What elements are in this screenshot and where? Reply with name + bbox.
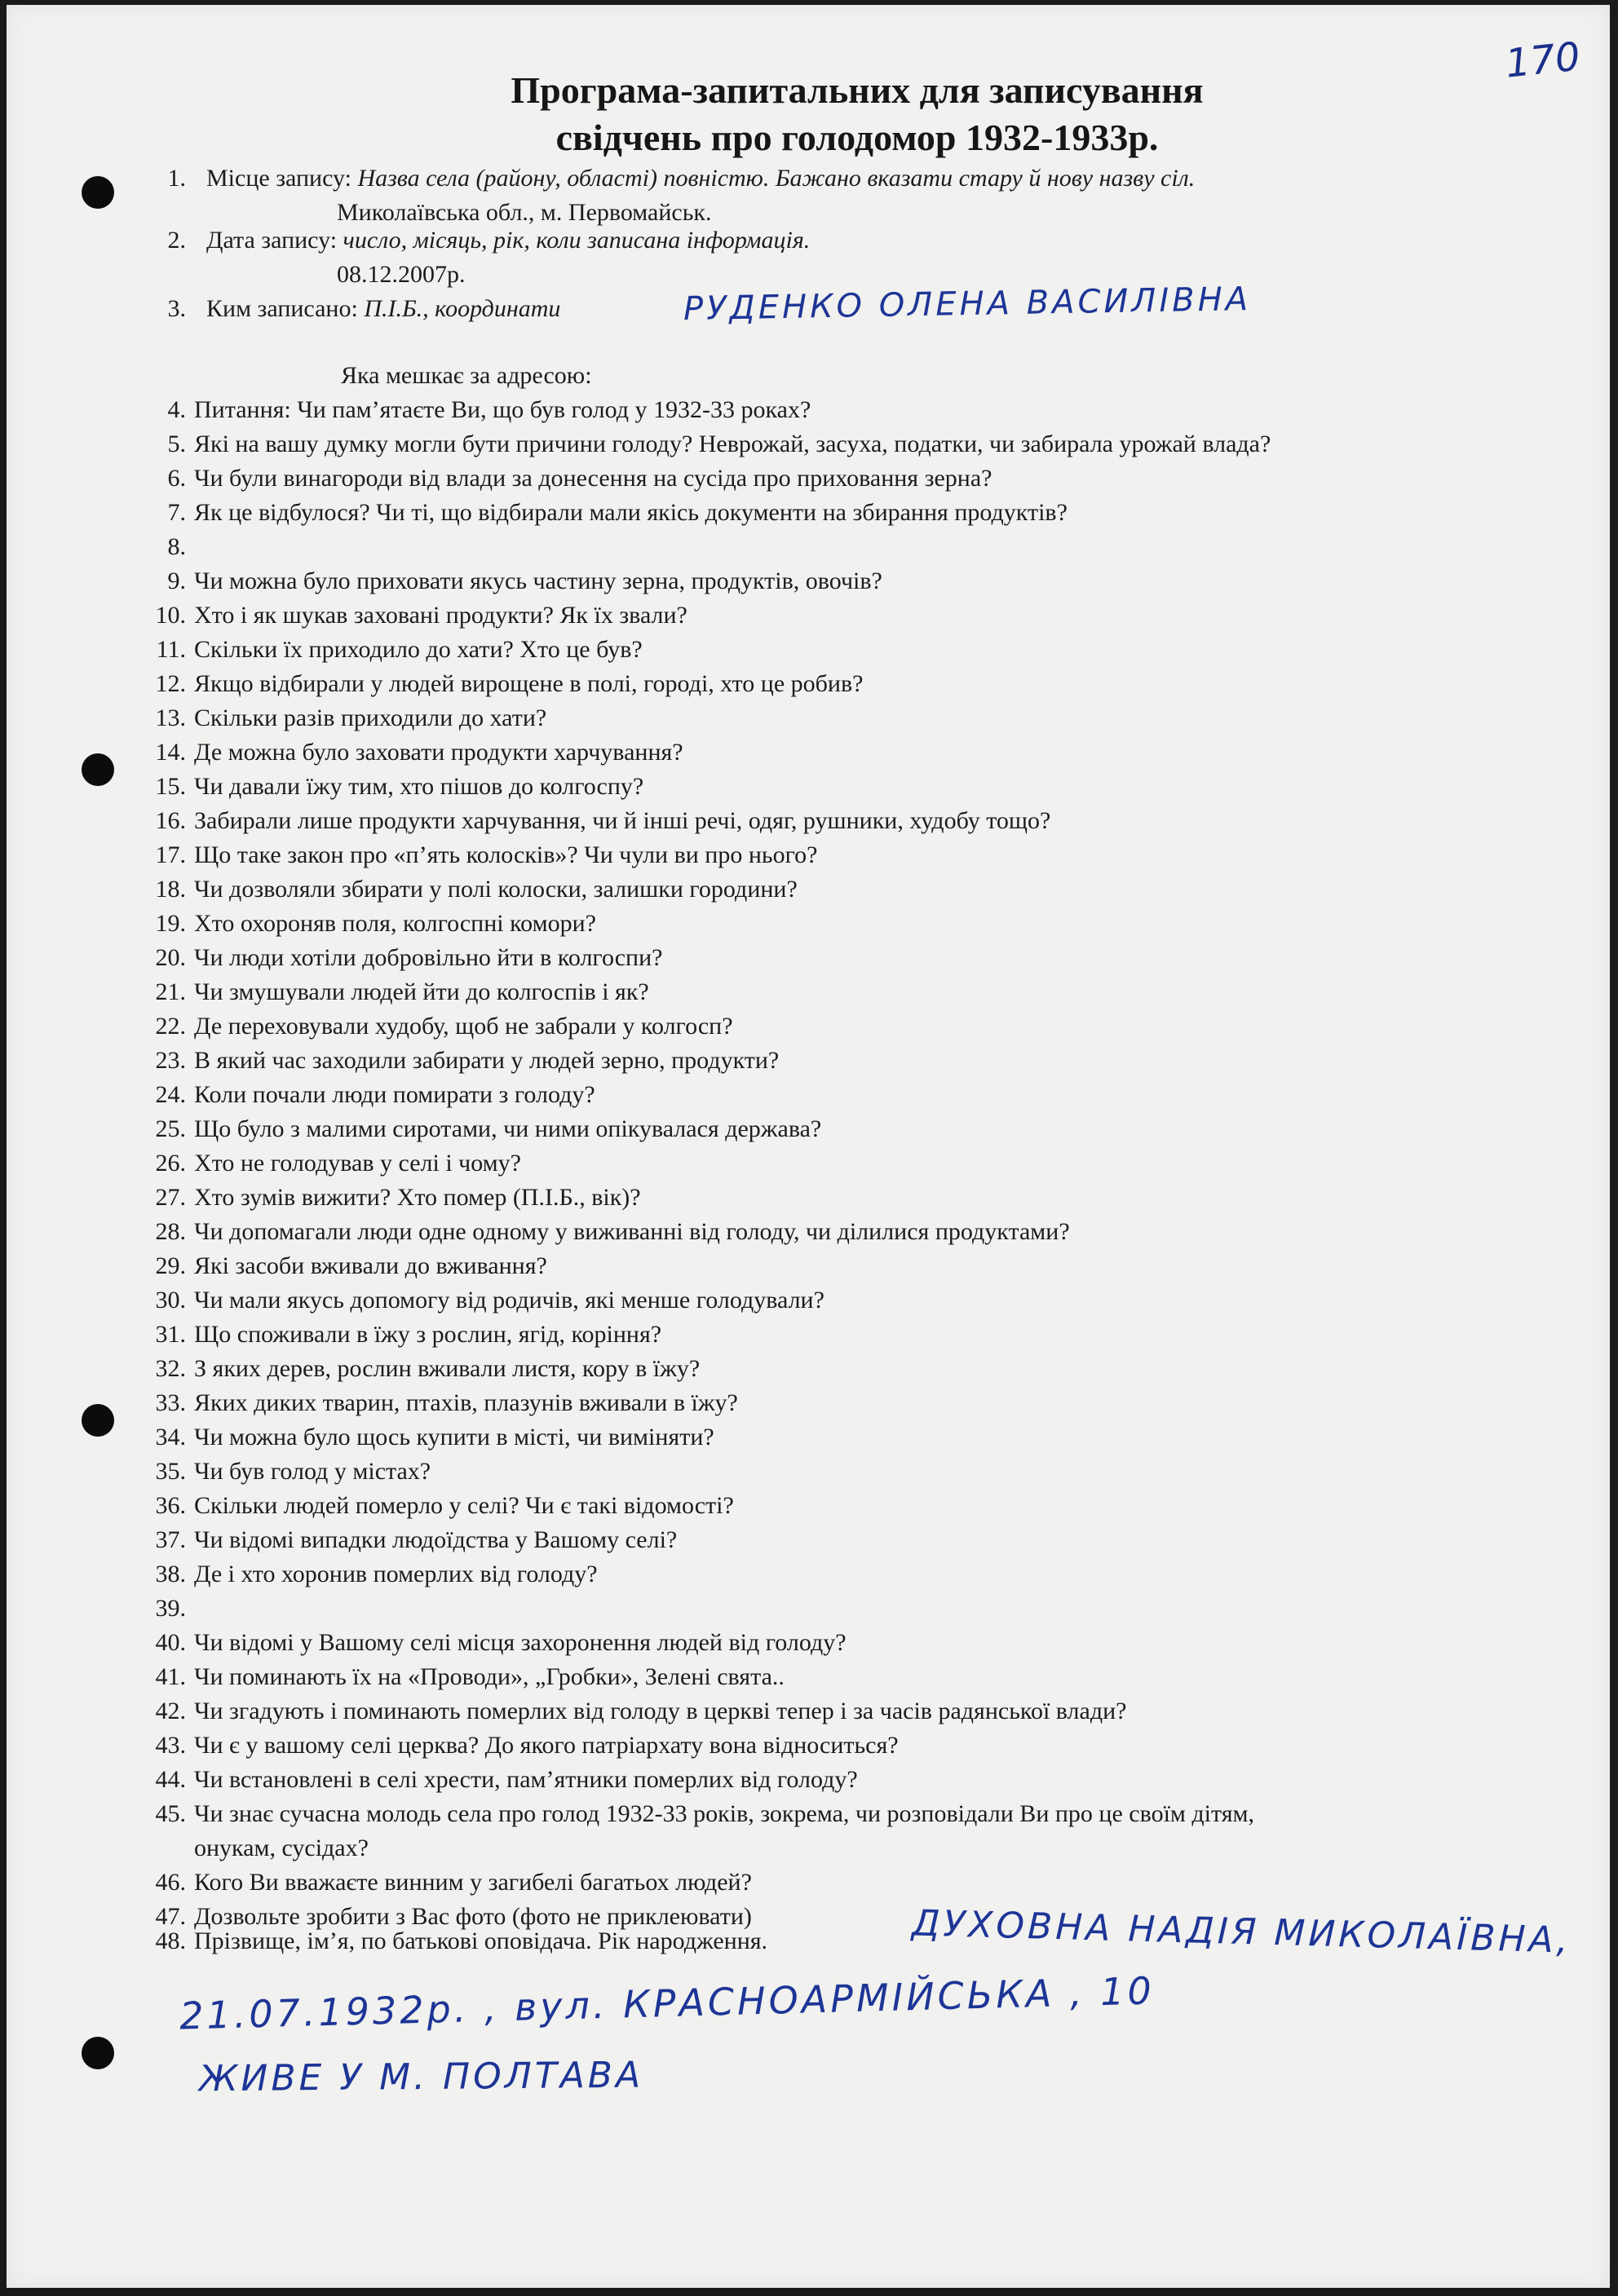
field-label: Ким записано: bbox=[206, 295, 358, 322]
title-line-2: свідчень про голодомор 1932-1933р. bbox=[555, 117, 1159, 158]
question-text: Чи згадують і поминають померлих від голоду в церкві тепер і за часів радянської влади? bbox=[194, 1698, 1127, 1724]
question-number: 18. bbox=[155, 876, 186, 903]
question-number: 4. bbox=[167, 396, 186, 423]
question-number: 30. bbox=[155, 1287, 186, 1314]
question-number: 11. bbox=[156, 636, 186, 663]
question-number: 6. bbox=[167, 465, 186, 492]
question-number: 45. bbox=[155, 1800, 186, 1827]
question-number: 44. bbox=[155, 1766, 186, 1793]
question-number: 5. bbox=[167, 430, 186, 457]
question-text: Чи дозволяли збирати у полі колоски, залишки городини? bbox=[194, 876, 798, 903]
question-number: 38. bbox=[155, 1561, 186, 1587]
question-text: Чи були винагороди від влади за донесення на сусіда про приховання зерна? bbox=[194, 465, 992, 492]
question-text: Скільки їх приходило до хати? Хто це був? bbox=[194, 636, 643, 663]
title-line-1: Програма-запитальних для записування bbox=[511, 69, 1204, 111]
question-text: Які засоби вживали до вживання? bbox=[194, 1252, 547, 1279]
question-number: 10. bbox=[155, 602, 186, 629]
field-hint: Назва села (району, області) повністю. Бажано вказати стару й нову назву сіл. bbox=[357, 165, 1196, 192]
document-page bbox=[7, 5, 1610, 2288]
question-number: 47. bbox=[155, 1903, 186, 1930]
question-text: Яких диких тварин, птахів, плазунів вживали в їжу? bbox=[194, 1389, 738, 1416]
question-text: З яких дерев, рослин вживали листя, кору в їжу? bbox=[194, 1355, 701, 1382]
punch-hole-4 bbox=[82, 2037, 114, 2069]
question-text: Чи давали їжу тим, хто пішов до колгоспу? bbox=[194, 773, 644, 800]
question-text: В який час заходили забирати у людей зерно, продукти? bbox=[194, 1047, 780, 1074]
question-number: 46. bbox=[155, 1869, 186, 1896]
field-number: 3. bbox=[167, 295, 186, 322]
question-number: 34. bbox=[155, 1424, 186, 1450]
question-text: Чи встановлені в селі хрести, пам’ятники померлих від голоду? bbox=[194, 1766, 858, 1793]
question-number: 42. bbox=[155, 1698, 186, 1724]
question-text: Чи відомі у Вашому селі місця захоронення людей від голоду? bbox=[194, 1629, 847, 1656]
question-number: 14. bbox=[155, 739, 186, 766]
question-text: Чи відомі випадки людоїдства у Вашому селі? bbox=[194, 1526, 678, 1553]
field-label: Дата запису: bbox=[206, 227, 338, 254]
handwritten-narrator-name: ДУХОВНА НАДІЯ МИКОЛАЇВНА, bbox=[911, 1902, 1572, 1962]
handwritten-birth-address: 21.07.1932р. , вул. КРАСНОАРМІЙСЬКА , 10 bbox=[179, 1968, 1156, 2038]
question-number: 37. bbox=[155, 1526, 186, 1553]
question-text: Чи був голод у містах? bbox=[194, 1458, 431, 1485]
question-number: 35. bbox=[155, 1458, 186, 1485]
handwritten-lives-in: ЖИВЕ У М. ПОЛТАВА bbox=[198, 2054, 644, 2100]
question-text: Скільки разів приходили до хати? bbox=[194, 704, 547, 731]
question-number: 21. bbox=[155, 978, 186, 1005]
question-text: Чи допомагали люди одне одному у виживанні від голоду, чи ділилися продуктами? bbox=[194, 1218, 1070, 1245]
field-label: Місце запису: bbox=[206, 165, 351, 192]
question-text: Чи поминають їх на «Проводи», „Гробки», Зелені свята.. bbox=[194, 1663, 785, 1690]
question-text: Скільки людей померло у селі? Чи є такі відомості? bbox=[194, 1492, 734, 1519]
question-text: Кого Ви вважаєте винним у загибелі багатьох людей? bbox=[194, 1869, 752, 1896]
question-number: 28. bbox=[155, 1218, 186, 1245]
question-text: Чи можна було приховати якусь частину зерна, продуктів, овочів? bbox=[194, 567, 882, 594]
question-number: 13. bbox=[155, 704, 186, 731]
question-number: 20. bbox=[155, 944, 186, 971]
question-number: 36. bbox=[155, 1492, 186, 1519]
question-number: 32. bbox=[155, 1355, 186, 1382]
question-number: 40. bbox=[155, 1629, 186, 1656]
question-number: 31. bbox=[155, 1321, 186, 1348]
question-text: Чи можна було щось купити в місті, чи виміняти? bbox=[194, 1424, 714, 1450]
question-number: 43. bbox=[155, 1732, 186, 1759]
question-number: 9. bbox=[167, 567, 186, 594]
question-number: 17. bbox=[155, 841, 186, 868]
question-text: Що було з малими сиротами, чи ними опікувалася держава? bbox=[194, 1115, 822, 1142]
question-number: 39. bbox=[155, 1595, 186, 1622]
question-number: 25. bbox=[155, 1115, 186, 1142]
page-number: 170 bbox=[1503, 33, 1583, 87]
question-number: 29. bbox=[155, 1252, 186, 1279]
question-number: 33. bbox=[155, 1389, 186, 1416]
question-text: Забирали лише продукти харчування, чи й інші речі, одяг, рушники, худобу тощо? bbox=[194, 807, 1051, 834]
question-number: 26. bbox=[155, 1150, 186, 1177]
question-text: Де можна було заховати продукти харчування? bbox=[194, 739, 683, 766]
question-number: 7. bbox=[167, 499, 186, 526]
question-number: 8. bbox=[167, 533, 186, 560]
question-number: 24. bbox=[155, 1081, 186, 1108]
question-number: 23. bbox=[155, 1047, 186, 1074]
question-number: 48. bbox=[155, 1927, 186, 1954]
question-text: Хто зумів вижити? Хто помер (П.І.Б., вік)? bbox=[194, 1184, 641, 1211]
question-text: Питання: Чи пам’ятаєте Ви, що був голод у 1932-33 роках? bbox=[194, 396, 811, 423]
question-number: 12. bbox=[155, 670, 186, 697]
question-text: Чи є у вашому селі церква? До якого патріархату вона відноситься? bbox=[194, 1732, 899, 1759]
question-text: Коли почали люди помирати з голоду? bbox=[194, 1081, 595, 1108]
question-number: 22. bbox=[155, 1013, 186, 1040]
field-hint: П.І.Б., координати bbox=[364, 295, 561, 322]
question-number: 15. bbox=[155, 773, 186, 800]
question-text: Чи змушували людей йти до колгоспів і як? bbox=[194, 978, 649, 1005]
question-text: Хто і як шукав заховані продукти? Як їх звали? bbox=[194, 602, 687, 629]
question-text: Як це відбулося? Чи ті, що відбирали мали якісь документи на збирання продуктів? bbox=[194, 499, 1068, 526]
page-title bbox=[7, 67, 1610, 161]
question-text: Прізвище, ім’я, по батькові оповідача. Рік народження. bbox=[194, 1927, 768, 1954]
question-number: 16. bbox=[155, 807, 186, 834]
question-text: Якщо відбирали у людей вирощене в полі, городі, хто це робив? bbox=[194, 670, 864, 697]
field-date-value: 08.12.2007р. bbox=[337, 261, 466, 288]
question-number: 27. bbox=[155, 1184, 186, 1211]
question-text: Чи мали якусь допомогу від родичів, які менше голодували? bbox=[194, 1287, 824, 1314]
field-place-value: Миколаївська обл., м. Первомайськ. bbox=[337, 199, 712, 226]
question-text: Де і хто хоронив померлих від голоду? bbox=[194, 1561, 598, 1587]
question-text: Чи знає сучасна молодь села про голод 1932-33 років, зокрема, чи розповідали Ви про це своїм дітям, bbox=[194, 1800, 1254, 1827]
question-text: Дозвольте зробити з Вас фото (фото не приклеювати) bbox=[194, 1903, 752, 1930]
question-text: Які на вашу думку могли бути причини голоду? Неврожай, засуха, податки, чи забирала урожай влада? bbox=[194, 430, 1271, 457]
field-number: 2. bbox=[167, 227, 186, 254]
question-text: Що споживали в їжу з рослин, ягід, коріння? bbox=[194, 1321, 662, 1348]
question-text: Де переховували худобу, щоб не забрали у колгосп? bbox=[194, 1013, 733, 1040]
question-number: 41. bbox=[155, 1663, 186, 1690]
question-text: Чи люди хотіли добровільно йти в колгоспи? bbox=[194, 944, 663, 971]
field-number: 1. bbox=[167, 165, 186, 192]
question-number: 19. bbox=[155, 910, 186, 937]
question-text: Хто охороняв поля, колгоспні комори? bbox=[194, 910, 596, 937]
address-label: Яка мешкає за адресою: bbox=[341, 362, 592, 389]
question-text: Що таке закон про «п’ять колосків»? Чи чули ви про нього? bbox=[194, 841, 818, 868]
handwritten-recorder-name: РУДЕНКО ОЛЕНА ВАСИЛІВНА bbox=[683, 280, 1252, 329]
question-text: Хто не голодував у селі і чому? bbox=[194, 1150, 521, 1177]
field-hint: число, місяць, рік, коли записана інформація. bbox=[343, 227, 811, 254]
question-text: онукам, сусідах? bbox=[194, 1835, 369, 1861]
